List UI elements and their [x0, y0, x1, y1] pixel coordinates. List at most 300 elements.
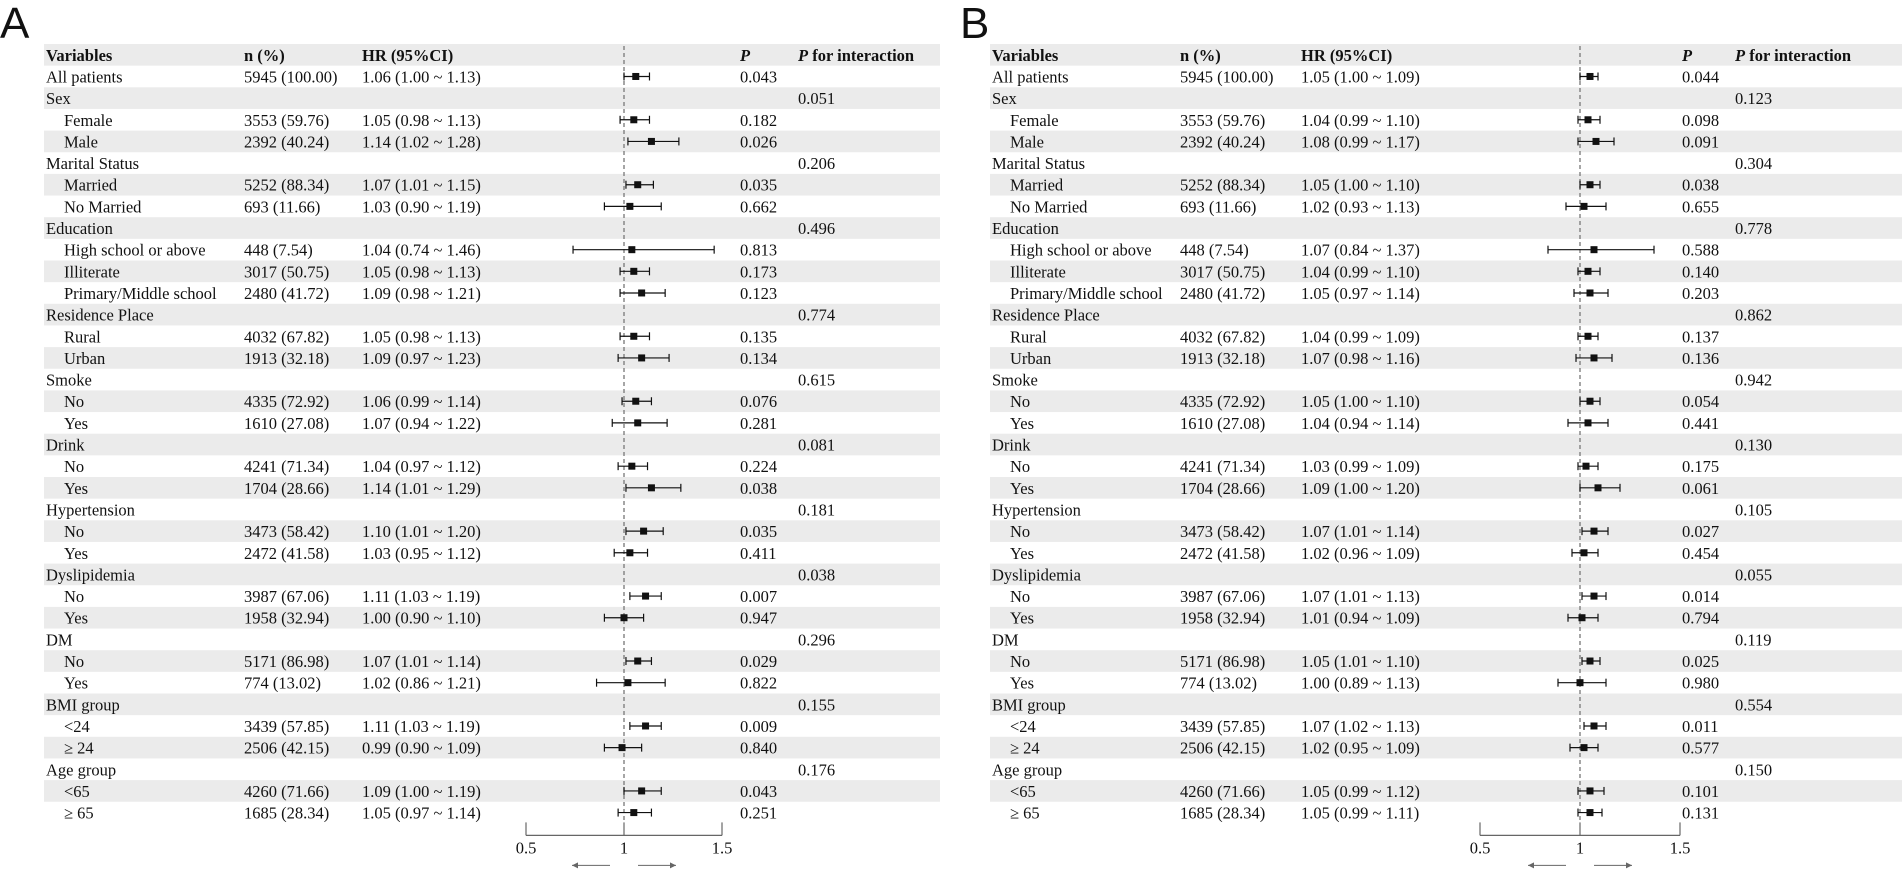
- row-hr: 1.02 (0.96 ~ 1.09): [1301, 543, 1420, 563]
- row-label: Female: [64, 110, 113, 130]
- row-hr: 1.04 (0.99 ~ 1.09): [1301, 327, 1420, 347]
- row-n: 4335 (72.92): [1180, 392, 1266, 412]
- row-hr: 1.04 (0.74 ~ 1.46): [362, 240, 481, 260]
- row-hr: 1.05 (1.00 ~ 1.10): [1301, 175, 1420, 195]
- header-p: P: [1682, 45, 1693, 65]
- row-p-interaction: 0.038: [798, 565, 836, 585]
- row-p: 0.794: [1682, 608, 1720, 628]
- row-stripe: [990, 347, 1902, 369]
- row-n: 3017 (50.75): [244, 262, 330, 282]
- hr-point: [630, 809, 637, 816]
- row-p: 0.135: [740, 327, 778, 347]
- row-label: Rural: [1010, 327, 1047, 347]
- hr-point: [1595, 484, 1602, 491]
- hr-point: [1587, 181, 1594, 188]
- hr-point: [1587, 398, 1594, 405]
- hr-point: [626, 203, 633, 210]
- row-hr: 1.01 (0.94 ~ 1.09): [1301, 608, 1420, 628]
- row-n: 5945 (100.00): [1180, 67, 1274, 87]
- row-label: Education: [46, 219, 113, 239]
- row-label: Sex: [992, 89, 1017, 109]
- row-p: 0.134: [740, 348, 778, 368]
- row-label: Yes: [1010, 478, 1035, 498]
- row-p: 0.061: [1682, 478, 1720, 498]
- row-p: 0.281: [740, 413, 778, 433]
- row-n: 3987 (67.06): [1180, 587, 1266, 607]
- row-label: Urban: [1010, 348, 1052, 368]
- row-label: Smoke: [46, 370, 92, 390]
- row-p: 0.822: [740, 673, 778, 693]
- hr-point: [1585, 268, 1592, 275]
- x-tick-label: 1: [1575, 838, 1585, 858]
- row-label: Urban: [64, 348, 106, 368]
- row-n: 2480 (41.72): [1180, 283, 1266, 303]
- row-n: 1913 (32.18): [1180, 348, 1266, 368]
- row-p: 0.137: [1682, 327, 1720, 347]
- row-p: 0.203: [1682, 283, 1720, 303]
- hr-point: [628, 246, 635, 253]
- row-p: 0.025: [1682, 652, 1720, 672]
- hr-point: [1583, 463, 1590, 470]
- row-label: Dyslipidemia: [46, 565, 135, 585]
- row-n: 2480 (41.72): [244, 283, 330, 303]
- row-p: 0.224: [740, 457, 778, 477]
- row-hr: 1.07 (0.98 ~ 1.16): [1301, 348, 1420, 368]
- row-hr: 1.03 (0.95 ~ 1.12): [362, 543, 481, 563]
- row-n: 2506 (42.15): [1180, 738, 1266, 758]
- hr-point: [1587, 289, 1594, 296]
- row-label: High school or above: [1010, 240, 1152, 260]
- x-tick-label: 1.5: [1669, 838, 1691, 858]
- header-n: n (%): [244, 45, 285, 65]
- row-hr: 1.09 (0.97 ~ 1.23): [362, 348, 481, 368]
- row-n: 5252 (88.34): [1180, 175, 1266, 195]
- row-n: 5945 (100.00): [244, 67, 338, 87]
- hr-point: [648, 484, 655, 491]
- row-hr: 1.04 (0.99 ~ 1.10): [1301, 110, 1420, 130]
- row-p: 0.947: [740, 608, 778, 628]
- row-hr: 1.02 (0.86 ~ 1.21): [362, 673, 481, 693]
- row-hr: 1.05 (0.97 ~ 1.14): [1301, 283, 1420, 303]
- row-label: High school or above: [64, 240, 206, 260]
- row-hr: 1.04 (0.99 ~ 1.10): [1301, 262, 1420, 282]
- hr-point: [638, 354, 645, 361]
- hr-point: [640, 528, 647, 535]
- arrow-right-head: [1626, 862, 1632, 868]
- row-label: No: [1010, 457, 1031, 477]
- row-label: Female: [1010, 110, 1059, 130]
- hr-point: [1587, 73, 1594, 80]
- row-n: 5252 (88.34): [244, 175, 330, 195]
- row-p-interaction: 0.615: [798, 370, 836, 390]
- row-label: Age group: [46, 760, 117, 780]
- row-label: Marital Status: [992, 154, 1086, 174]
- x-tick-label: 1: [619, 838, 629, 858]
- row-label: No: [64, 522, 85, 542]
- row-p-interaction: 0.181: [798, 500, 836, 520]
- row-p: 0.655: [1682, 197, 1720, 217]
- row-p: 0.038: [740, 478, 778, 498]
- row-label: <65: [1010, 781, 1036, 801]
- row-label: No: [64, 587, 85, 607]
- row-hr: 1.06 (0.99 ~ 1.14): [362, 392, 481, 412]
- hr-point: [632, 73, 639, 80]
- row-n: 4032 (67.82): [244, 327, 330, 347]
- row-hr: 1.05 (1.01 ~ 1.10): [1301, 652, 1420, 672]
- row-label: No: [64, 457, 85, 477]
- hr-point: [1585, 333, 1592, 340]
- row-label: Yes: [64, 478, 89, 498]
- row-label: Male: [1010, 132, 1044, 152]
- row-label: DM: [46, 630, 73, 650]
- row-p-interaction: 0.155: [798, 695, 836, 715]
- row-n: 3439 (57.85): [1180, 716, 1266, 736]
- row-label: Primary/Middle school: [64, 283, 217, 303]
- hr-point: [630, 268, 637, 275]
- row-label: Yes: [1010, 608, 1035, 628]
- hr-point: [1587, 658, 1594, 665]
- row-label: No: [64, 392, 85, 412]
- row-hr: 1.08 (0.99 ~ 1.17): [1301, 132, 1420, 152]
- row-p: 0.029: [740, 652, 778, 672]
- row-stripe: [990, 650, 1902, 672]
- row-label: Yes: [1010, 673, 1035, 693]
- row-label: No Married: [1010, 197, 1088, 217]
- header-hr: HR (95%CI): [1301, 45, 1393, 65]
- row-n: 5171 (86.98): [244, 652, 330, 672]
- arrow-left-head: [1528, 862, 1534, 868]
- row-p: 0.035: [740, 522, 778, 542]
- hr-point: [628, 463, 635, 470]
- row-p-interaction: 0.778: [1735, 219, 1773, 239]
- row-p: 0.182: [740, 110, 778, 130]
- panel-label: A: [0, 0, 30, 48]
- row-stripe: [44, 607, 940, 629]
- row-stripe: [990, 390, 1902, 412]
- row-hr: 1.05 (0.98 ~ 1.13): [362, 327, 481, 347]
- row-n: 1685 (28.34): [1180, 803, 1266, 823]
- row-n: 448 (7.54): [1180, 240, 1249, 260]
- panel-label: B: [960, 0, 990, 48]
- hr-point: [1581, 203, 1588, 210]
- row-p: 0.813: [740, 240, 778, 260]
- row-p-interaction: 0.304: [1735, 154, 1773, 174]
- header-hr: HR (95%CI): [362, 45, 454, 65]
- row-p-interaction: 0.554: [1735, 695, 1773, 715]
- row-hr: 1.05 (0.97 ~ 1.14): [362, 803, 481, 823]
- row-stripe: [44, 520, 940, 542]
- row-label: Hypertension: [46, 500, 135, 520]
- row-label: <24: [1010, 716, 1036, 736]
- hr-point: [624, 679, 631, 686]
- row-p-interaction: 0.051: [798, 89, 836, 109]
- row-n: 1610 (27.08): [1180, 413, 1266, 433]
- row-n: 5171 (86.98): [1180, 652, 1266, 672]
- forest-panel-b: [960, 0, 1902, 872]
- row-n: 4335 (72.92): [244, 392, 330, 412]
- row-stripe: [44, 261, 940, 283]
- row-stripe: [44, 477, 940, 499]
- row-p: 0.441: [1682, 413, 1720, 433]
- row-stripe: [44, 347, 940, 369]
- row-label: No Married: [64, 197, 142, 217]
- x-tick-label: 0.5: [515, 838, 537, 858]
- row-hr: 1.03 (0.99 ~ 1.09): [1301, 457, 1420, 477]
- row-label: Married: [1010, 175, 1064, 195]
- hr-point: [1593, 138, 1600, 145]
- row-stripe: [990, 737, 1902, 759]
- row-label: Sex: [46, 89, 71, 109]
- row-hr: 1.07 (1.02 ~ 1.13): [1301, 716, 1420, 736]
- hr-point: [1579, 614, 1586, 621]
- row-hr: 1.05 (1.00 ~ 1.10): [1301, 392, 1420, 412]
- row-p: 0.454: [1682, 543, 1720, 563]
- row-hr: 1.11 (1.03 ~ 1.19): [362, 716, 481, 736]
- hr-point: [1591, 246, 1598, 253]
- row-p: 0.027: [1682, 522, 1720, 542]
- row-n: 4241 (71.34): [1180, 457, 1266, 477]
- row-label: Primary/Middle school: [1010, 283, 1163, 303]
- row-label: Residence Place: [46, 305, 154, 325]
- row-hr: 1.07 (1.01 ~ 1.13): [1301, 587, 1420, 607]
- row-n: 1610 (27.08): [244, 413, 330, 433]
- row-hr: 1.07 (0.84 ~ 1.37): [1301, 240, 1420, 260]
- hr-point: [1585, 419, 1592, 426]
- row-label: No: [1010, 652, 1031, 672]
- row-p: 0.980: [1682, 673, 1720, 693]
- row-p: 0.026: [740, 132, 778, 152]
- row-n: 2506 (42.15): [244, 738, 330, 758]
- row-p-interaction: 0.496: [798, 219, 836, 239]
- row-hr: 1.11 (1.03 ~ 1.19): [362, 587, 481, 607]
- row-p: 0.054: [1682, 392, 1720, 412]
- row-n: 3473 (58.42): [244, 522, 330, 542]
- hr-point: [648, 138, 655, 145]
- hr-point: [634, 419, 641, 426]
- row-p-interaction: 0.862: [1735, 305, 1773, 325]
- hr-point: [1587, 809, 1594, 816]
- row-hr: 1.06 (1.00 ~ 1.13): [362, 67, 481, 87]
- row-p: 0.014: [1682, 587, 1720, 607]
- row-p: 0.136: [1682, 348, 1720, 368]
- row-hr: 1.07 (0.94 ~ 1.22): [362, 413, 481, 433]
- row-p: 0.411: [740, 543, 777, 563]
- row-label: Smoke: [992, 370, 1038, 390]
- row-label: No: [1010, 587, 1031, 607]
- row-p: 0.101: [1682, 781, 1720, 801]
- row-hr: 1.02 (0.93 ~ 1.13): [1301, 197, 1420, 217]
- row-label: Yes: [64, 673, 89, 693]
- forest-panel-a: [0, 0, 940, 872]
- row-label: ≥ 24: [64, 738, 94, 758]
- row-hr: 1.00 (0.90 ~ 1.10): [362, 608, 481, 628]
- row-n: 2472 (41.58): [1180, 543, 1266, 563]
- header-variables: Variables: [992, 45, 1059, 65]
- row-p: 0.011: [1682, 716, 1719, 736]
- row-p: 0.588: [1682, 240, 1720, 260]
- row-label: Yes: [1010, 543, 1035, 563]
- hr-point: [1585, 116, 1592, 123]
- header-variables: Variables: [46, 45, 113, 65]
- row-n: 3553 (59.76): [1180, 110, 1266, 130]
- row-stripe: [990, 477, 1902, 499]
- row-p: 0.131: [1682, 803, 1720, 823]
- hr-point: [630, 333, 637, 340]
- row-p: 0.035: [740, 175, 778, 195]
- row-stripe: [990, 520, 1902, 542]
- row-p-interaction: 0.774: [798, 305, 836, 325]
- row-hr: 0.99 (0.90 ~ 1.09): [362, 738, 481, 758]
- row-p: 0.577: [1682, 738, 1720, 758]
- row-label: All patients: [46, 67, 123, 87]
- row-label: ≥ 65: [1010, 803, 1040, 823]
- header-p: P: [740, 45, 751, 65]
- row-label: Yes: [64, 608, 89, 628]
- row-n: 2392 (40.24): [1180, 132, 1266, 152]
- row-p-interaction: 0.055: [1735, 565, 1773, 585]
- row-label: BMI group: [46, 695, 120, 715]
- row-stripe: [990, 607, 1902, 629]
- row-p-interaction: 0.130: [1735, 435, 1773, 455]
- row-n: 4241 (71.34): [244, 457, 330, 477]
- hr-point: [1581, 744, 1588, 751]
- row-label: Illiterate: [64, 262, 120, 282]
- row-p-interaction: 0.206: [798, 154, 836, 174]
- header-n: n (%): [1180, 45, 1221, 65]
- hr-point: [634, 658, 641, 665]
- row-n: 4260 (71.66): [1180, 781, 1266, 801]
- row-p-interaction: 0.150: [1735, 760, 1773, 780]
- hr-point: [642, 593, 649, 600]
- hr-point: [1587, 787, 1594, 794]
- row-hr: 1.05 (0.98 ~ 1.13): [362, 262, 481, 282]
- row-label: Education: [992, 219, 1059, 239]
- row-label: Illiterate: [1010, 262, 1066, 282]
- row-label: All patients: [992, 67, 1069, 87]
- row-hr: 1.10 (1.01 ~ 1.20): [362, 522, 481, 542]
- hr-point: [1577, 679, 1584, 686]
- row-p: 0.140: [1682, 262, 1720, 282]
- row-p-interaction: 0.081: [798, 435, 836, 455]
- row-p: 0.076: [740, 392, 778, 412]
- hr-point: [621, 614, 628, 621]
- row-label: <24: [64, 716, 90, 736]
- row-p: 0.251: [740, 803, 778, 823]
- hr-point: [630, 116, 637, 123]
- hr-point: [626, 549, 633, 556]
- row-n: 774 (13.02): [244, 673, 321, 693]
- row-label: No: [1010, 522, 1031, 542]
- row-label: Yes: [1010, 413, 1035, 433]
- row-hr: 1.04 (0.97 ~ 1.12): [362, 457, 481, 477]
- row-hr: 1.05 (1.00 ~ 1.09): [1301, 67, 1420, 87]
- row-label: <65: [64, 781, 90, 801]
- row-stripe: [44, 131, 940, 153]
- row-p-interaction: 0.123: [1735, 89, 1773, 109]
- row-n: 4260 (71.66): [244, 781, 330, 801]
- hr-point: [1581, 549, 1588, 556]
- row-hr: 1.00 (0.89 ~ 1.13): [1301, 673, 1420, 693]
- row-label: ≥ 65: [64, 803, 94, 823]
- row-hr: 1.14 (1.01 ~ 1.29): [362, 478, 481, 498]
- row-stripe: [44, 650, 940, 672]
- row-n: 4032 (67.82): [1180, 327, 1266, 347]
- row-hr: 1.04 (0.94 ~ 1.14): [1301, 413, 1420, 433]
- row-stripe: [44, 390, 940, 412]
- row-label: Drink: [46, 435, 85, 455]
- row-n: 448 (7.54): [244, 240, 313, 260]
- row-stripe: [990, 261, 1902, 283]
- row-p-interaction: 0.176: [798, 760, 836, 780]
- row-n: 2472 (41.58): [244, 543, 330, 563]
- row-label: Age group: [992, 760, 1063, 780]
- row-n: 3439 (57.85): [244, 716, 330, 736]
- row-p-interaction: 0.105: [1735, 500, 1773, 520]
- row-stripe: [44, 174, 940, 196]
- row-p: 0.038: [1682, 175, 1720, 195]
- row-hr: 1.09 (1.00 ~ 1.20): [1301, 478, 1420, 498]
- row-p: 0.043: [740, 67, 778, 87]
- hr-point: [619, 744, 626, 751]
- row-label: Residence Place: [992, 305, 1100, 325]
- row-p: 0.175: [1682, 457, 1720, 477]
- x-tick-label: 0.5: [1469, 838, 1491, 858]
- row-stripe: [990, 131, 1902, 153]
- row-n: 1958 (32.94): [244, 608, 330, 628]
- row-label: Dyslipidemia: [992, 565, 1081, 585]
- row-label: Hypertension: [992, 500, 1081, 520]
- row-p: 0.009: [740, 716, 778, 736]
- row-p: 0.173: [740, 262, 778, 282]
- row-hr: 1.03 (0.90 ~ 1.19): [362, 197, 481, 217]
- row-p: 0.043: [740, 781, 778, 801]
- row-n: 3473 (58.42): [1180, 522, 1266, 542]
- hr-point: [632, 398, 639, 405]
- header-p-interaction: P for interaction: [1735, 45, 1852, 65]
- row-p-interaction: 0.296: [798, 630, 836, 650]
- row-n: 3553 (59.76): [244, 110, 330, 130]
- row-n: 1958 (32.94): [1180, 608, 1266, 628]
- row-n: 1704 (28.66): [244, 478, 330, 498]
- row-stripe: [990, 780, 1902, 802]
- row-hr: 1.07 (1.01 ~ 1.14): [1301, 522, 1420, 542]
- hr-point: [638, 787, 645, 794]
- row-n: 2392 (40.24): [244, 132, 330, 152]
- row-p-interaction: 0.119: [1735, 630, 1772, 650]
- row-hr: 1.05 (0.99 ~ 1.12): [1301, 781, 1420, 801]
- row-label: No: [64, 652, 85, 672]
- hr-point: [642, 722, 649, 729]
- arrow-left-head: [572, 862, 578, 868]
- row-stripe: [990, 174, 1902, 196]
- row-hr: 1.14 (1.02 ~ 1.28): [362, 132, 481, 152]
- row-stripe: [44, 780, 940, 802]
- row-label: DM: [992, 630, 1019, 650]
- row-hr: 1.05 (0.98 ~ 1.13): [362, 110, 481, 130]
- row-label: Marital Status: [46, 154, 140, 174]
- row-hr: 1.09 (1.00 ~ 1.19): [362, 781, 481, 801]
- row-label: Male: [64, 132, 98, 152]
- hr-point: [638, 289, 645, 296]
- row-n: 774 (13.02): [1180, 673, 1257, 693]
- row-label: Drink: [992, 435, 1031, 455]
- row-hr: 1.09 (0.98 ~ 1.21): [362, 283, 481, 303]
- hr-point: [1591, 528, 1598, 535]
- row-label: Yes: [64, 543, 89, 563]
- row-hr: 1.02 (0.95 ~ 1.09): [1301, 738, 1420, 758]
- row-n: 3987 (67.06): [244, 587, 330, 607]
- row-p: 0.662: [740, 197, 778, 217]
